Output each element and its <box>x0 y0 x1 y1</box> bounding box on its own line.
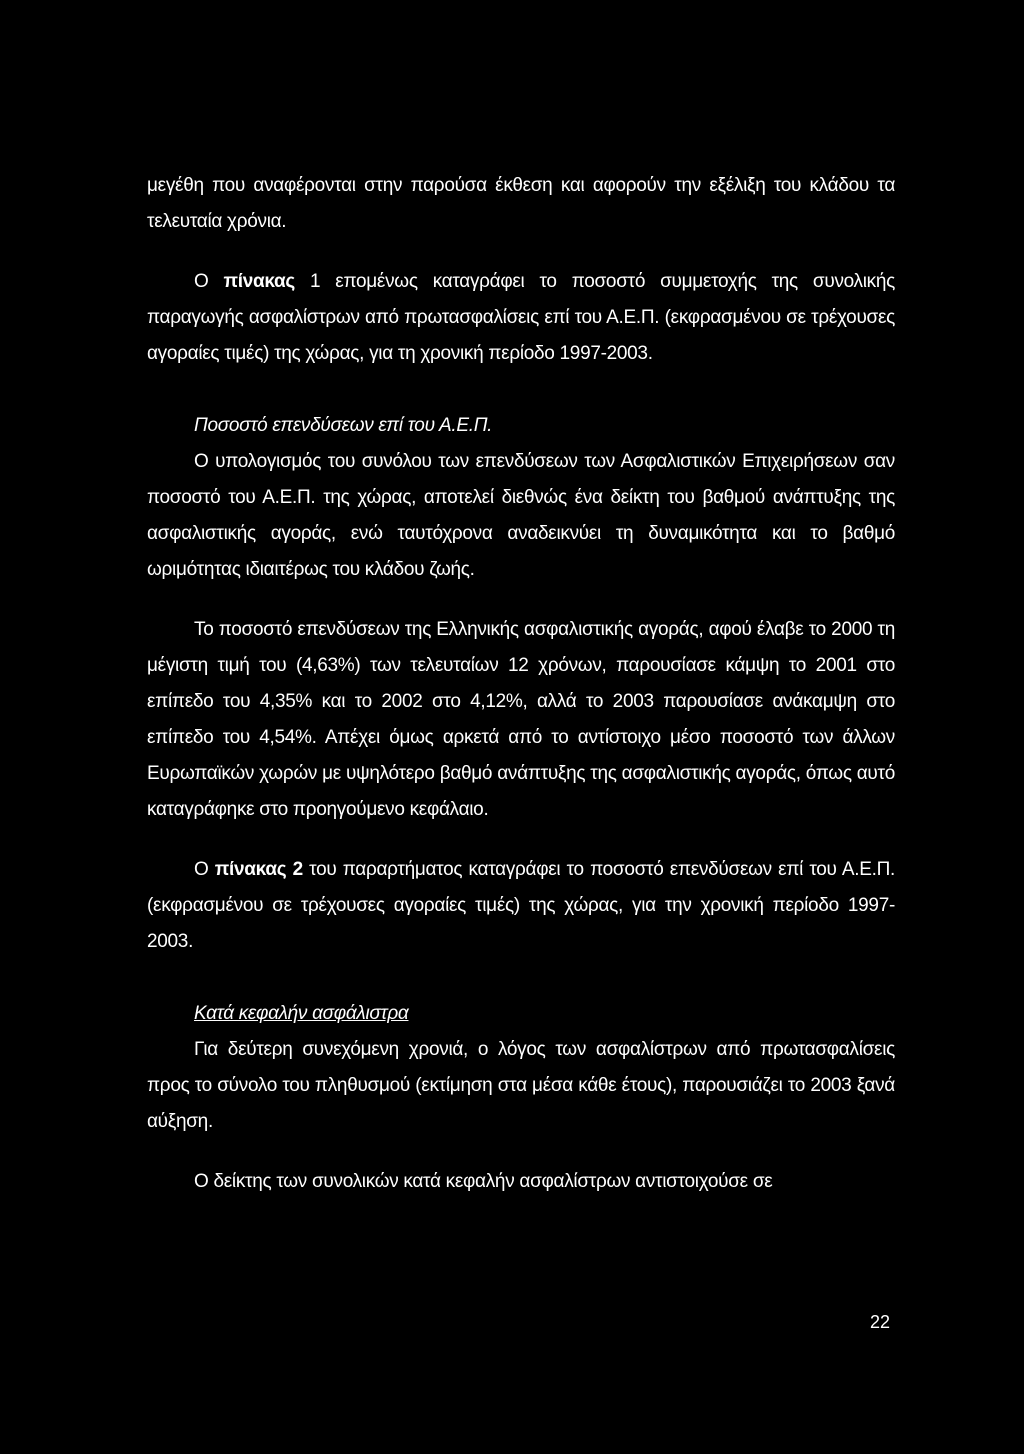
spacer <box>147 1140 895 1164</box>
spacer <box>147 240 895 264</box>
section-heading-investment-ratio: Ποσοστό επενδύσεων επί του Α.Ε.Π. <box>194 415 493 436</box>
paragraph-per-capita-index: Ο δείκτης των συνολικών κατά κεφαλήν ασφαλίστρων αντιστοιχούσε σε <box>194 1171 773 1192</box>
spacer <box>147 828 895 852</box>
table1-lead: Ο <box>194 271 224 292</box>
spacer <box>147 588 895 612</box>
spacer <box>147 372 895 408</box>
paragraph-table2 <box>147 852 895 960</box>
paragraph-intro-continuation: μεγέθη που αναφέρονται στην παρούσα έκθεση και αφορούν την εξέλιξη του κλάδου τα τελευταία χρόνια. <box>147 175 895 232</box>
paragraph-per-capita-growth: Για δεύτερη συνεχόμενη χρονιά, ο λόγος των ασφαλίστρων από πρωτασφαλίσεις προς το σύνολο του πληθυσμού (εκτίμηση στα μέσα κάθε έτους), παρουσιάζει το 2003 ξανά αύξηση. <box>147 1039 895 1132</box>
paragraph-investment-trend: Το ποσοστό επενδύσεων της Ελληνικής ασφαλιστικής αγοράς, αφού έλαβε το 2000 τη μέγιστη τιμή του (4,63%) των τελευταίων 12 χρόνων, παρουσίασε κάμψη το 2001 στο επίπεδο του 4,35% και το 2002 στο 4,12%, αλλά το 2003 παρουσίασε ανάκαμψη στο επίπεδο του 4,54%. Απέχει όμως αρκετά από το αντίστοιχο μέσο ποσοστό των άλλων Ευρωπαϊκών χωρών με υψηλότερο βαθμό ανάπτυξης της ασφαλιστικής αγοράς, όπως αυτό καταγράφηκε στο προηγούμενο κεφάλαιο. <box>147 619 895 820</box>
table2-bold-label: πίνακας 2 <box>214 859 303 880</box>
paragraph-table1 <box>147 264 895 372</box>
table2-lead: Ο <box>194 859 215 880</box>
table2-text: του παραρτήματος καταγράφει το ποσοστό επενδύσεων επί του Α.Ε.Π. (εκφρασμένου σε τρέχουσες αγοραίες τιμές) της χώρας, για την χρονική περίοδο 1997-2003. <box>147 859 895 952</box>
section-heading-per-capita-premiums: Κατά κεφαλήν ασφάλιστρα <box>194 1003 409 1024</box>
table1-bold-label: πίνακας <box>223 271 295 292</box>
table1-text: 1 επομένως καταγράφει το ποσοστό συμμετοχής της συνολικής παραγωγής ασφαλίστρων από πρωτασφαλίσεις επί του Α.Ε.Π. (εκφρασμένου σε τρέχουσες αγοραίες τιμές) της χώρας, για τη χρονική περίοδο 1997-2003. <box>147 271 895 364</box>
page-number: 22 <box>870 1312 891 1332</box>
paragraph-investment-calculation: Ο υπολογισμός του συνόλου των επενδύσεων των Ασφαλιστικών Επιχειρήσεων σαν ποσοστό του Α.Ε.Π. της χώρας, αποτελεί διεθνώς ένα δείκτη του βαθμού ανάπτυξης της ασφαλιστικής αγοράς, ενώ ταυτόχρονα αναδεικνύει τη δυναμικότητα και το βαθμό ωριμότητας ιδιαιτέρως του κλάδου ζωής. <box>147 451 895 580</box>
spacer <box>147 960 895 996</box>
document-page <box>147 168 895 1200</box>
